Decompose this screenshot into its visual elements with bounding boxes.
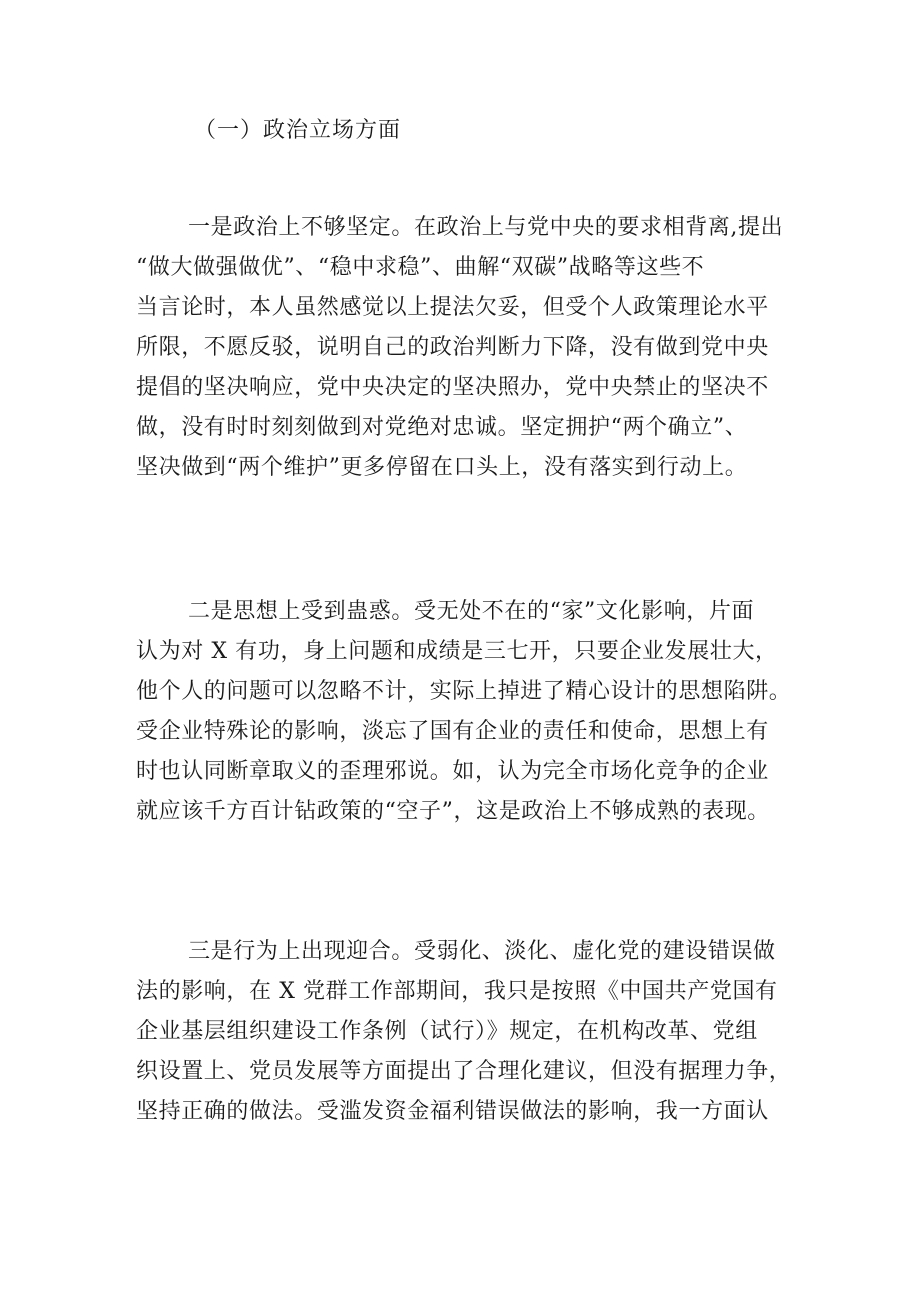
paragraph-line: 企业基层组织建设工作条例（试行）》规定，在机构改革、党组 [136,1019,758,1044]
paragraph-line: 织设置上、党员发展等方面提出了合理化建议，但没有据理力争， [136,1059,792,1084]
paragraph-line: 坚决做到“两个维护”更多停留在口头上，没有落实到行动上。 [136,455,748,480]
paragraph-political-firmness [136,208,816,488]
paragraph-line: 三是行为上出现迎合。受弱化、淡化、虚化党的建设错误做 [188,939,776,964]
paragraph-line: 法的影响，在 X 党群工作部期间，我只是按照《中国共产党国有 [136,979,778,1004]
paragraph-line: “做大做强做优”、“稳中求稳”、曲解“双碳”战略等这些不 [136,255,705,280]
section-heading: （一）政治立场方面 [194,118,402,143]
paragraph-line: 就应该千方百计钻政策的“空子”，这是政治上不够成熟的表现。 [136,799,770,824]
paragraph-line: 坚持正确的做法。受滥发资金福利错误做法的影响，我一方面认 [136,1099,769,1124]
paragraph-behavioral-conformity [136,932,816,1132]
paragraph-line: 二是思想上受到蛊惑。受无处不在的“家”文化影响，片面 [188,599,755,624]
paragraph-line: 提倡的坚决响应，党中央决定的坚决照办，党中央禁止的坚决不 [136,375,769,400]
paragraph-line: 他个人的问题可以忽略不计，实际上掉进了精心设计的思想陷阱。 [136,679,792,704]
paragraph-line: 认为对 X 有功，身上问题和成绩是三七开，只要企业发展壮大， [136,639,778,664]
paragraph-line: 一是政治上不够坚定。在政治上与党中央的要求相背离,提出 [188,215,784,240]
paragraph-line: 做，没有时时刻刻做到对党绝对忠诚。坚定拥护“两个确立”、 [136,415,748,440]
paragraph-line: 受企业特殊论的影响，淡忘了国有企业的责任和使命，思想上有 [136,719,769,744]
paragraph-line: 当言论时，本人虽然感觉以上提法欠妥，但受个人政策理论水平 [136,295,769,320]
paragraph-line: 所限，不愿反驳，说明自己的政治判断力下降，没有做到党中央 [136,335,769,360]
paragraph-ideological-influence [136,592,816,832]
paragraph-line: 时也认同断章取义的歪理邪说。如，认为完全市场化竞争的企业 [136,759,769,784]
